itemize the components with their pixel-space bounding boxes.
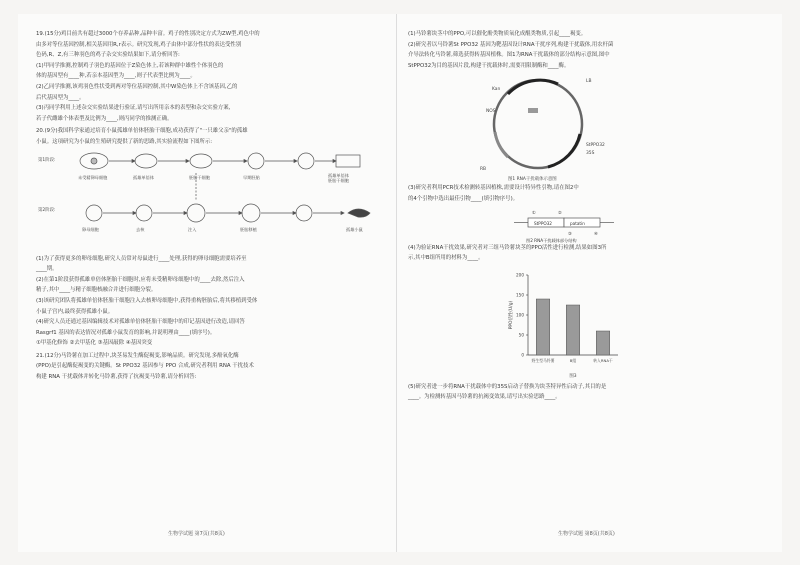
chart-caption: 图3 xyxy=(569,373,577,379)
left-page xyxy=(36,30,396,384)
segment-target: StPPO32 xyxy=(534,220,552,226)
primer-2: ② xyxy=(558,209,562,215)
q21-cont3-line: 示,其中B组所用的材料为____。 xyxy=(408,255,484,262)
q21-cont4-line: (5)研究者进一步将RNA干扰载体中的35S启动子替换为块茎特异性启动子,其目的是 xyxy=(408,383,607,390)
plasmid-label-rb: RB xyxy=(480,167,487,173)
plasmid-label-kan: Kan xyxy=(492,87,501,93)
plasmid-label-target: StPPO32 xyxy=(586,143,605,149)
question-20-parts xyxy=(36,255,396,348)
q20-line: 精子,其中____与精子细胞核融合并进行细胞分裂。 xyxy=(36,287,157,294)
plasmid-figure xyxy=(408,72,768,184)
bar xyxy=(566,305,580,355)
primer-caption: 图2 RNA干扰载体部分结构 xyxy=(526,237,577,243)
q19-line: (1)甲同学推测,控制鸡子羽色的基因位于Z染色体上,若该种群中雄性个体羽色的 xyxy=(36,62,224,69)
category-label: 野生型马铃薯 xyxy=(531,357,555,363)
bar xyxy=(596,331,610,355)
q21-cont-line: (1)马铃薯块茎中的PPO,可以催化酚类物质氧化成醌类物质,引起____褐变。 xyxy=(408,31,587,37)
primer-4: ④ xyxy=(594,230,598,236)
q21-cont2-line: (3)研究者利用PCR技术检测转基因植株,需要设计特异性引物,请在图2中 xyxy=(408,185,579,192)
primer-1: ① xyxy=(532,209,536,215)
q19-line: (3)丙同学利用上述杂交实验结果进行验证,请写出所用亲本的表型和杂交实验方案, xyxy=(36,105,231,112)
q19-line: 由多对等位基因控制,相关基因用R,r表示。研究发现,鸡子由体中部分性状的表达受性别 xyxy=(36,41,242,48)
right-page-footer: 生物学试题 第8页(共8页) xyxy=(558,531,615,537)
q21-line: (PPO)是引起酶促褐变的关键酶。St PPO32 基因参与 PPO 合成,研究者利用 RNA 干扰技术 xyxy=(36,363,254,370)
stage2-label: 第2阶段: xyxy=(38,207,56,213)
plasmid-caption: 图1 RNA干扰载体示意图 xyxy=(508,177,557,183)
primer-svg xyxy=(408,206,768,244)
q20-line: ①甲基化修饰 ②去甲基化 ③基因敲除 ④基因突变 xyxy=(36,340,153,347)
q20-line: (3)该研究团队将孤雄单倍体胚胎干细胞注入去核卵母细胞中,获得重构胚胎后,将其移植到受体 xyxy=(36,297,258,304)
plasmid-label-lb: LB xyxy=(586,79,592,85)
y-tick-label: 100 xyxy=(516,312,524,318)
bottom-label-4: 胚胎移植 xyxy=(240,226,257,232)
box-label-2: 孤雄单倍体 xyxy=(133,174,154,180)
q21-cont2-line: 的4个引物中选出最佳引物____(填引物序号)。 xyxy=(408,195,519,202)
q19-line: 色码,R、Z,有三种羽色的鸡子杂交实验结果如下,请分析回答: xyxy=(36,52,180,59)
question-21 xyxy=(36,352,396,382)
plasmid-svg xyxy=(408,72,768,184)
q21-cont-line: (2)研究者以马铃薯St PPO32 基因为靶基因设计RNA干扰序列,构建干扰载体,用农杆菌 xyxy=(408,41,614,48)
q21-cont4-line: ____。为检测转基因马铃薯的抗褐变效果,请写出实验思路____。 xyxy=(408,394,561,401)
q20-line: 小鼠子宫内,最终获得孤雄小鼠。 xyxy=(36,308,114,315)
category-label: 转入RNA干 xyxy=(593,357,613,363)
bar xyxy=(536,299,550,355)
bottom-label-2: 去核 xyxy=(136,226,145,232)
bottom-label-1: 卵母细胞 xyxy=(82,226,99,232)
category-label: B组 xyxy=(569,357,577,363)
bottom-label-5: 孤雄小鼠 xyxy=(346,226,363,232)
question-20 xyxy=(36,127,396,146)
box-label-3: 胚胎干细胞 xyxy=(189,174,210,180)
ppo-bar-chart xyxy=(408,265,768,383)
primer-figure xyxy=(408,206,768,244)
q20-line: (4)研究人员还通过基因编辑技术对孤雄单倍体胚胎干细胞中的印记基因进行改造,请回答 xyxy=(36,319,245,326)
question-19 xyxy=(36,30,396,123)
exam-sheet xyxy=(18,14,782,552)
right-page xyxy=(408,30,768,404)
primer-3: ③ xyxy=(568,230,572,236)
flow-diagram xyxy=(36,151,396,251)
q20-intro-line: 小鼠。这项研究为小鼠的生殖研究提供了新的思路,其实验流程如下图所示: xyxy=(36,138,213,145)
q20-line: (1)为了获得更多的卵母细胞,研究人员常对母鼠进行____处理,获得的卵母细胞需要培养至 xyxy=(36,255,247,262)
y-tick-label: 50 xyxy=(518,332,524,338)
plasmid-label-nos: NOS xyxy=(486,109,496,115)
left-page-footer: 生物学试题 第7页(共8页) xyxy=(168,531,225,537)
q21-cont-line: 介导法转化马铃薯,筛选获得转基因植株。图1为RNA干扰载体的部分结构示意图,图中 xyxy=(408,52,610,59)
q20-intro-line: 20.(9分)我国科学家通过培育小鼠孤雄单倍体胚胎干细胞,成功获得了"一只雄父亲"的孤雄 xyxy=(36,128,248,135)
box-label-5b: 胚胎干细胞 xyxy=(328,177,349,183)
flow-diagram-svg xyxy=(36,151,396,251)
q21-line: 21.(12分)马铃薯在加工过程中,块茎易发生酶促褐变,影响品质。研究发现,多酚氧化酶 xyxy=(36,352,239,359)
box-label-5: 孤雄单倍体 xyxy=(328,172,349,178)
q19-line: 后代基因型为____。 xyxy=(36,94,85,101)
q21-cont3-line: (4)为验证RNA干扰效果,研究者对三组马铃薯块茎的PPO活性进行检测,结果如图3所 xyxy=(408,244,607,251)
q20-line: ____期。 xyxy=(36,266,58,273)
y-tick-label: 200 xyxy=(516,272,524,278)
stage1-label: 第1阶段: xyxy=(38,157,56,163)
q19-line: (2)乙同学推测,该鸡羽色性状受到两对等位基因控制,其中W染色体上不含该基因,乙的 xyxy=(36,83,238,90)
bottom-label-3: 注入 xyxy=(188,226,197,232)
y-tick-label: 0 xyxy=(521,352,524,358)
y-tick-label: 150 xyxy=(516,292,524,298)
box-label-4: 早期胚胎 xyxy=(243,174,260,180)
q21-cont-line: StPPO32为目的基因片段,构建干扰载体时,需要用限制酶和____酶。 xyxy=(408,62,570,69)
q20-line: (2)在第1阶段获得孤雄单倍体胚胎干细胞时,应将未受精卵母细胞中的____去除,然后注入 xyxy=(36,276,245,283)
q19-line: 若子代雌雄个体表型及比例为____,则丙同学的推测正确。 xyxy=(36,115,173,122)
box-label-1: 未受精卵母细胞 xyxy=(78,174,108,180)
q20-line: Rasgrf1 基因的表达情况对孤雄小鼠发育的影响,并说明理由____(填序号)。 xyxy=(36,329,216,336)
page-fold-divider xyxy=(396,14,397,552)
q19-line: 体的基因型有____种,若亲本基因型为____,则子代表型比例为____。 xyxy=(36,73,196,80)
ppo-chart xyxy=(408,265,768,383)
q19-line: 19.(15分)鸡目前共有超过3000个存养品种,品种丰富。鸡子的性别决定方式为ZW型,鸡色中的 xyxy=(36,31,260,37)
segment-patatin: patatin xyxy=(570,220,585,226)
plasmid-label-35s: 35S xyxy=(586,151,595,157)
y-axis-label: PPO活性(U/g) xyxy=(509,300,514,329)
q21-line: 构建 RNA 干扰载体并转化马铃薯,获得了抗褐变马铃薯,请分析回答: xyxy=(36,374,197,381)
